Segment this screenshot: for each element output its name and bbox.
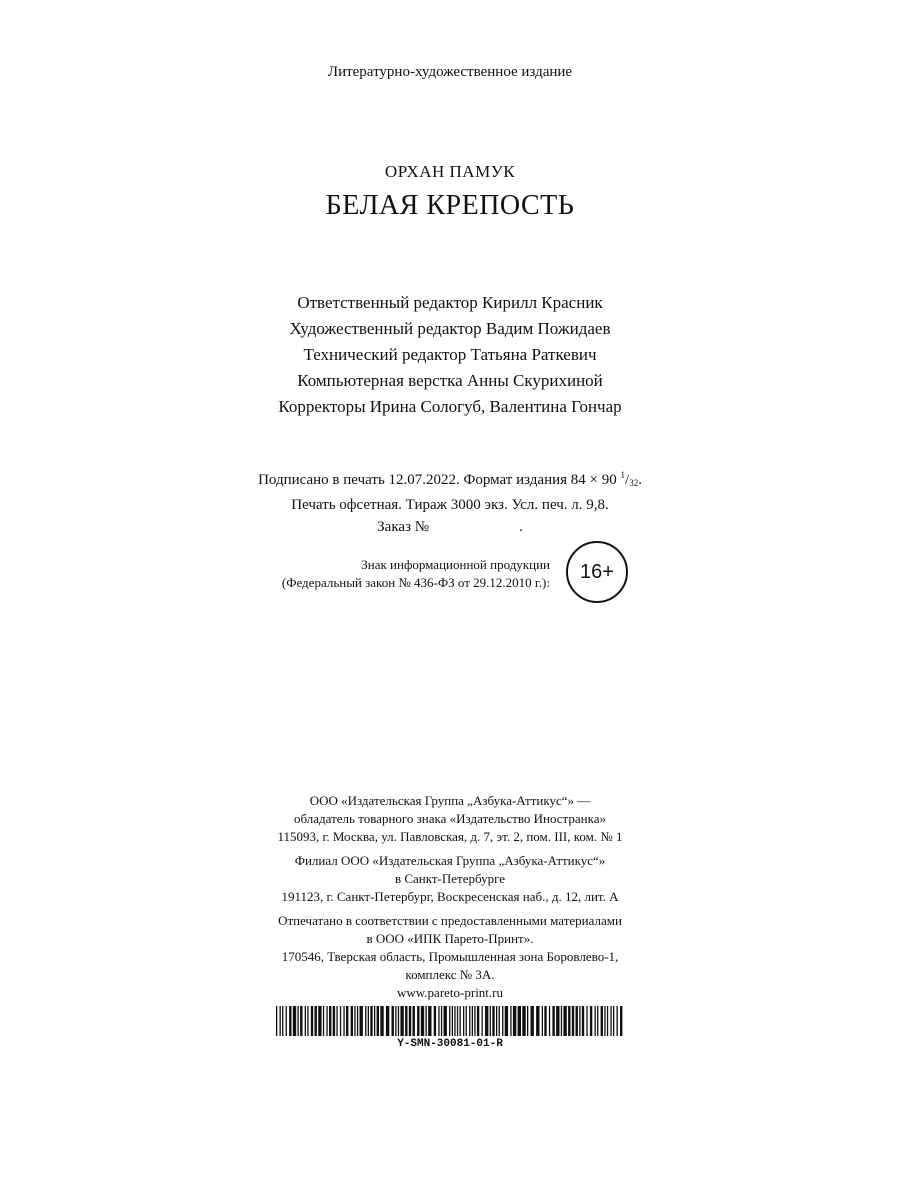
credit-line: Ответственный редактор Кирилл Красник <box>297 293 603 312</box>
publisher-line: обладатель товарного знака «Издательство Иностранка» <box>293 811 607 826</box>
credit-line: Художественный редактор Вадим Пожидаев <box>289 319 611 338</box>
credits-block <box>0 290 900 420</box>
book-title: БЕЛАЯ КРЕПОСТЬ <box>325 190 575 221</box>
print-signed-text: Подписано в печать 12.07.2022. Формат издания 84 × 90 <box>258 472 621 488</box>
publisher-info <box>0 792 900 1002</box>
credit-line: Компьютерная верстка Анны Скурихиной <box>297 371 603 390</box>
author-name: ОРХАН ПАМУК <box>384 162 516 181</box>
printer-line: 170546, Тверская область, Промышленная зона Боровлево-1, <box>281 949 619 964</box>
order-end: . <box>519 519 523 535</box>
line-end: . <box>638 472 642 488</box>
format-denominator: 32 <box>629 478 639 488</box>
printer-line: Отпечатано в соответствии с предоставленными материалами <box>278 913 622 928</box>
order-label: Заказ № <box>377 519 430 535</box>
printer-line: в ООО «ИПК Парето-Принт». <box>366 931 534 946</box>
branch-line: 191123, г. Санкт-Петербург, Воскресенская наб., д. 12, лит. А <box>281 889 619 904</box>
genre-line: Литературно-художественное издание <box>327 64 573 80</box>
publisher-line: 115093, г. Москва, ул. Павловская, д. 7, эт. 2, пом. III, ком. № 1 <box>277 829 623 844</box>
age-rating-badge: 16+ <box>566 541 628 603</box>
age-label-line1: Знак информационной продукции <box>361 557 550 572</box>
age-label-line2: (Федеральный закон № 436-ФЗ от 29.12.2010 г.): <box>281 575 550 590</box>
publisher-line: ООО «Издательская Группа „Азбука-Аттикус“» — <box>309 793 591 808</box>
order-line <box>0 516 900 538</box>
format-numerator: 1 <box>620 470 626 480</box>
barcode-image <box>276 1006 624 1036</box>
print-info <box>0 464 900 538</box>
barcode-label: Y-SMN-30081-01-R <box>397 1038 503 1050</box>
credit-line: Корректоры Ирина Сологуб, Валентина Гончар <box>278 397 622 416</box>
age-rating-label <box>200 556 550 592</box>
branch-line: в Санкт-Петербурге <box>394 871 506 886</box>
credit-line: Технический редактор Татьяна Раткевич <box>303 345 597 364</box>
branch-line: Филиал ООО «Издательская Группа „Азбука-Аттикус“» <box>294 853 606 868</box>
printer-line: комплекс № 3А. <box>405 967 495 982</box>
printer-website: www.pareto-print.ru <box>396 985 503 1000</box>
print-info-line1: Подписано в печать 12.07.2022. Формат издания 84 × 90 $^1/_{32}$. <box>258 470 642 488</box>
print-info-line2: Печать офсетная. Тираж 3000 экз. Усл. печ. л. 9,8. <box>291 497 609 513</box>
